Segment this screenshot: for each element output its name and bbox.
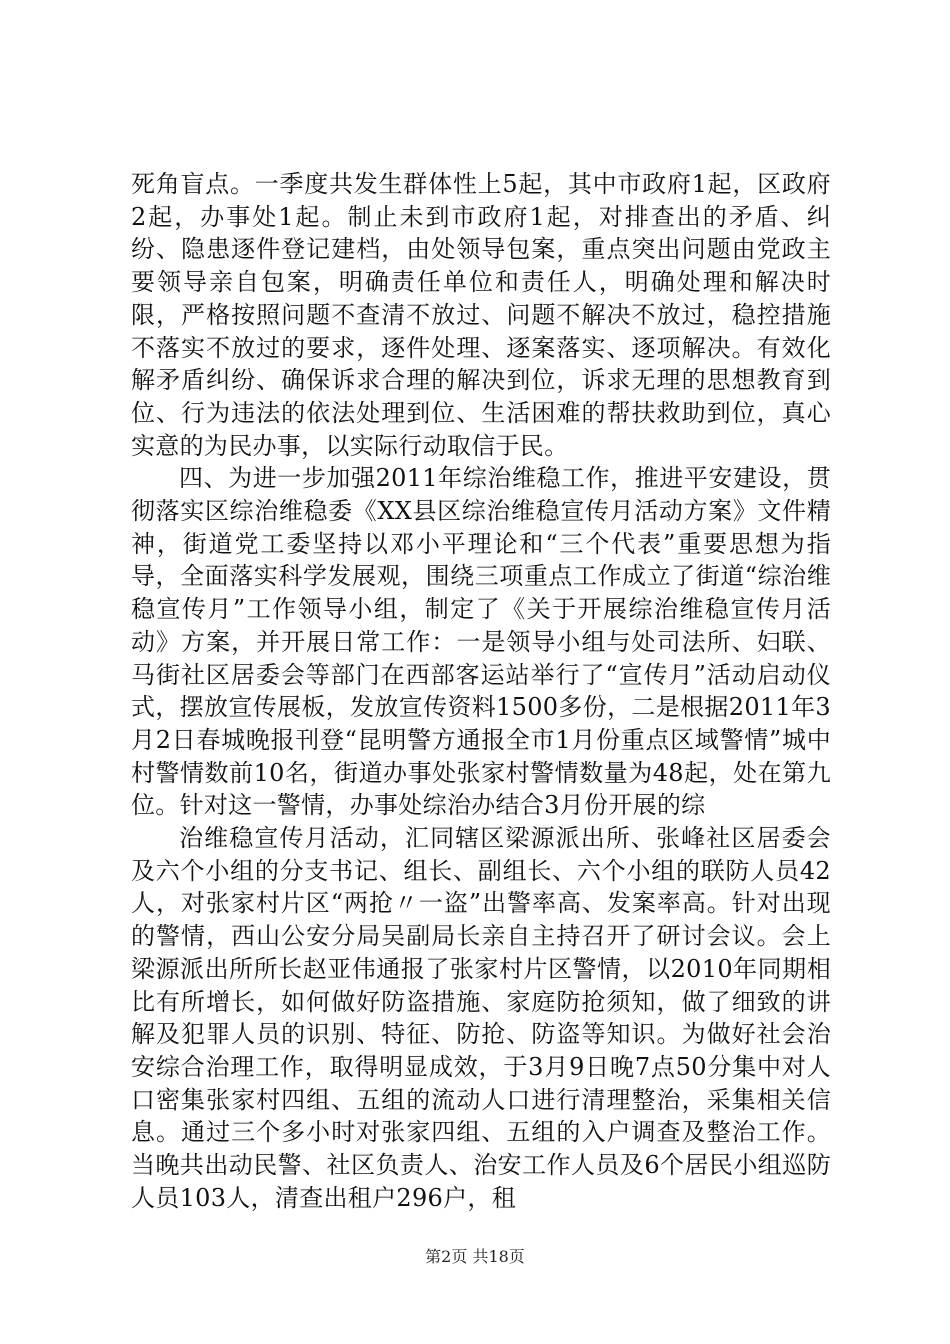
paragraph-1: 死角盲点。一季度共发生群体性上5起，其中市政府1起，区政府2起，办事处1起。制止未到市政府1起，对排查出的矛盾、纠纷、隐患逐件登记建档，由处领导包案，重点突出问题由党政主要领导亲自包案，明确责任单位和责任人，明确处理和解决时限，严格按照问题不查清不放过、问题不解决不放过，稳控措施不落实不放过的要求，逐件处理、逐案落实、逐项解决。有效化解矛盾纠纷、确保诉求合理的解决到位，诉求无理的思想教育到位、行为违法的依法处理到位、生活困难的帮扶救助到位，真心实意的为民办事，以实际行动取信于民。	[131, 170, 831, 460]
document-body	[131, 168, 831, 1215]
page-footer: 第2页 共18页	[425, 1247, 525, 1266]
paragraph-2: 四、为进一步加强2011年综治维稳工作，推进平安建设，贯彻落实区综治维稳委《XX县区综治维稳宣传月活动方案》文件精神，街道党工委坚持以邓小平理论和“三个代表”重要思想为指导，全面落实科学发展观，围绕三项重点工作成立了街道“综治维稳宣传月”工作领导小组，制定了《关于开展综治维稳宣传月活动》方案，并开展日常工作：一是领导小组与处司法所、妇联、马街社区居委会等部门在西部客运站举行了“宣传月”活动启动仪式，摆放宣传展板，发放宣传资料1500多份，二是根据2011年3月2日春城晚报刊登“昆明警方通报全市1月份重点区域警情”城中村警情数前10名，街道办事处张家村警情数量为48起，处在第九位。针对这一警情，办事处综治办结合3月份开展的综	[131, 464, 831, 820]
paragraph-3: 治维稳宣传月活动，汇同辖区梁源派出所、张峰社区居委会及六个小组的分支书记、组长、副组长、六个小组的联防人员42人，对张家村片区“两抢〃一盗”出警率高、发案率高。针对出现的警情，西山公安分局吴副局长亲自主持召开了研讨会议。会上梁源派出所所长赵亚伟通报了张家村片区警情，以2010年同期相比有所增长，如何做好防盗措施、家庭防抢须知，做了细致的讲解及犯罪人员的识别、特征、防抢、防盗等知识。为做好社会治安综合治理工作，取得明显成效，于3月9日晚7点50分集中对人口密集张家村四组、五组的流动人口进行清理整治，采集相关信息。通过三个多小时对张家四组、五组的入户调查及整治工作。当晚共出动民警、社区负责人、治安工作人员及6个居民小组巡防人员103人，清查出租户296户，租	[131, 824, 831, 1212]
